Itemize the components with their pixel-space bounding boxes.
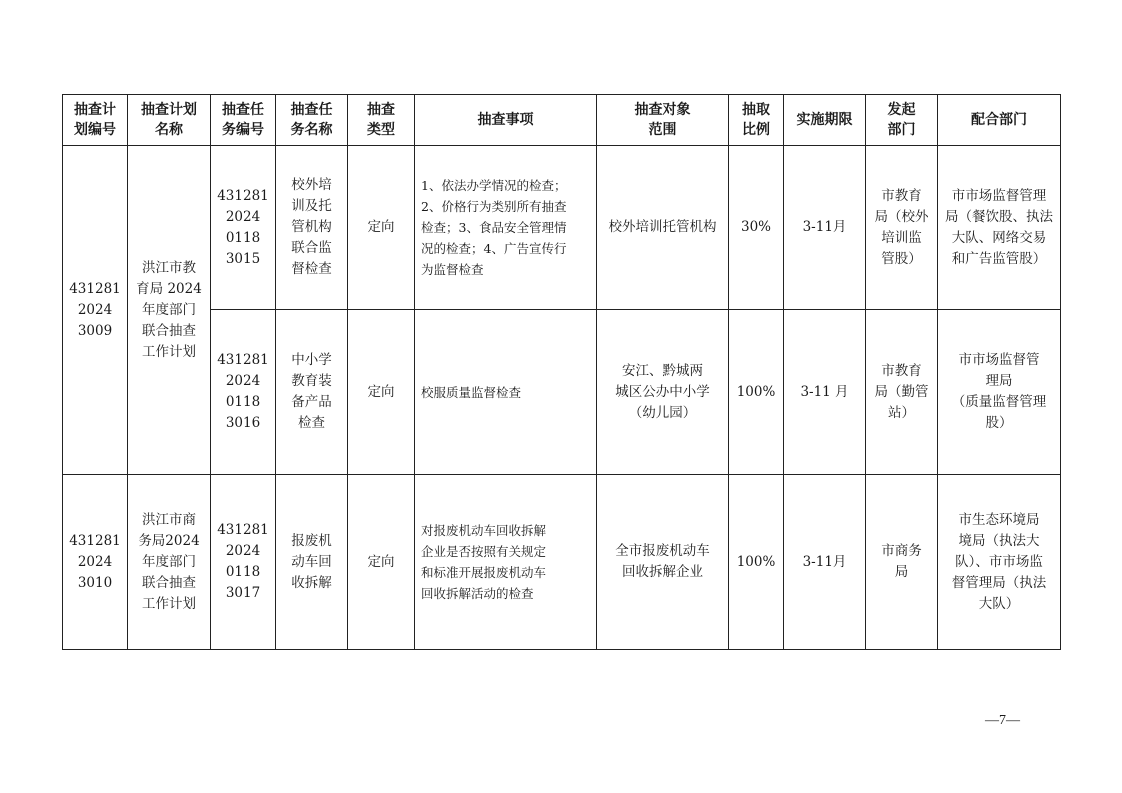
header-plan-no: 抽查计 划编号 — [63, 95, 128, 146]
plan-number-cell: 431281 2024 3010 — [63, 475, 128, 650]
inspection-scope-cell: 全市报废机动车 回收拆解企业 — [597, 475, 729, 650]
initiator-cell: 市教育 局（勤管 站） — [866, 310, 938, 475]
inspection-type-cell: 定向 — [348, 146, 415, 310]
partners-cell: 市生态环境局 境局（执法大 队）、市市场监 督管理局（执法 大队） — [938, 475, 1061, 650]
inspection-items-cell: 1、依法办学情况的检查； 2、价格行为类别所有抽查 检查；3、食品安全管理情 况的检查；4、广告宣传行 为监督检查 — [415, 146, 597, 310]
sampling-ratio-cell: 100% — [729, 310, 784, 475]
header-scope: 抽查对象 范围 — [597, 95, 729, 146]
header-partners: 配合部门 — [938, 95, 1061, 146]
joint-inspection-plan-table — [62, 94, 1061, 650]
task-number-cell: 431281 2024 0118 3017 — [211, 475, 276, 650]
inspection-items-cell: 校服质量监督检查 — [415, 310, 597, 475]
table-row — [63, 310, 1061, 475]
period-cell: 3-11月 — [784, 475, 866, 650]
header-plan-name: 抽查计划 名称 — [128, 95, 211, 146]
inspection-scope-cell: 安江、黔城两 城区公办中小学 （幼儿园） — [597, 310, 729, 475]
sampling-ratio-cell: 100% — [729, 475, 784, 650]
header-period: 实施期限 — [784, 95, 866, 146]
header-task-no: 抽查任 务编号 — [211, 95, 276, 146]
task-name-cell: 中小学 教育装 备产品 检查 — [276, 310, 348, 475]
task-name-cell: 报废机 动车回 收拆解 — [276, 475, 348, 650]
inspection-type-cell: 定向 — [348, 310, 415, 475]
inspection-type-cell: 定向 — [348, 475, 415, 650]
task-number-cell: 431281 2024 0118 3016 — [211, 310, 276, 475]
partners-cell: 市市场监督管理 局（餐饮股、执法 大队、网络交易 和广告监管股） — [938, 146, 1061, 310]
header-ratio: 抽取 比例 — [729, 95, 784, 146]
header-initiator: 发起 部门 — [866, 95, 938, 146]
initiator-cell: 市教育 局（校外 培训监 管股） — [866, 146, 938, 310]
page-number: —7— — [985, 713, 1020, 728]
inspection-items-cell: 对报废机动车回收拆解 企业是否按照有关规定 和标准开展报废机动车 回收拆解活动的检查 — [415, 475, 597, 650]
header-items: 抽查事项 — [415, 95, 597, 146]
task-number-cell: 431281 2024 0118 3015 — [211, 146, 276, 310]
plan-number-cell: 431281 2024 3009 — [63, 146, 128, 475]
inspection-scope-cell: 校外培训托管机构 — [597, 146, 729, 310]
initiator-cell: 市商务 局 — [866, 475, 938, 650]
table-row — [63, 146, 1061, 310]
header-type: 抽查 类型 — [348, 95, 415, 146]
plan-name-cell: 洪江市教 育局 2024 年度部门 联合抽查 工作计划 — [128, 146, 211, 475]
task-name-cell: 校外培 训及托 管机构 联合监 督检查 — [276, 146, 348, 310]
table-header-row — [63, 95, 1061, 146]
period-cell: 3-11 月 — [784, 310, 866, 475]
table-row — [63, 475, 1061, 650]
period-cell: 3-11月 — [784, 146, 866, 310]
partners-cell: 市市场监督管 理局 （质量监督管理 股） — [938, 310, 1061, 475]
plan-name-cell: 洪江市商 务局2024 年度部门 联合抽查 工作计划 — [128, 475, 211, 650]
sampling-ratio-cell: 30% — [729, 146, 784, 310]
header-task-name: 抽查任 务名称 — [276, 95, 348, 146]
